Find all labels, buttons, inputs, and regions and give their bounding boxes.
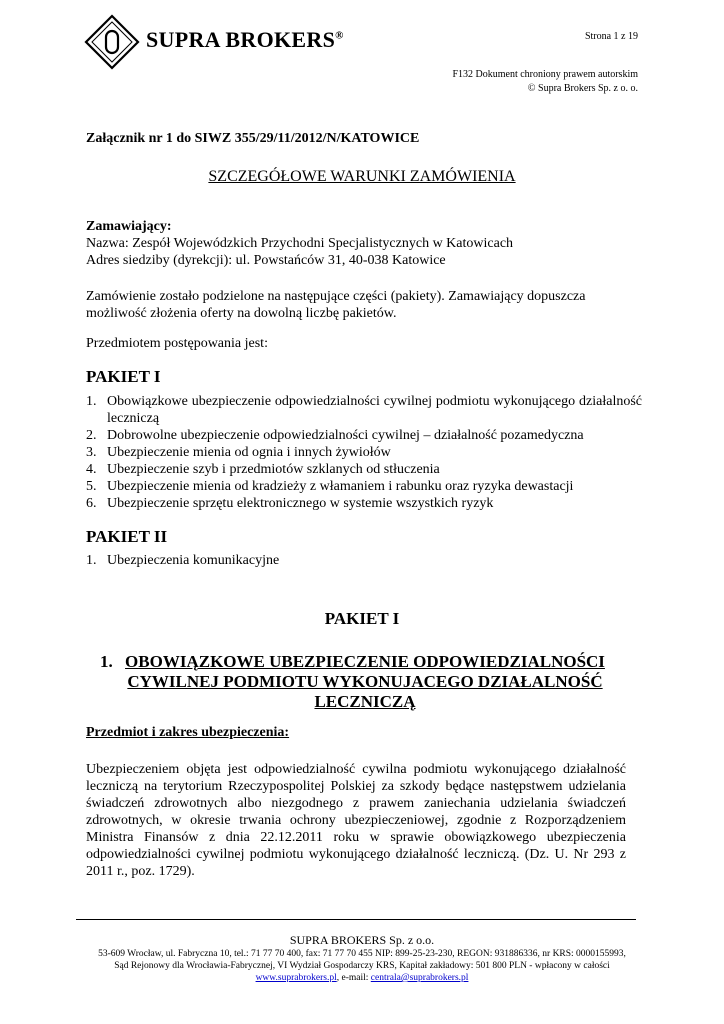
list-item: 1. Obowiązkowe ubezpieczenie odpowiedzialności cywilnej podmiotu wykonującego działalność leczniczą bbox=[86, 394, 642, 426]
division-paragraph bbox=[86, 288, 642, 322]
website-link[interactable]: www.suprabrokers.pl bbox=[255, 973, 337, 983]
buyer-label: Zamawiający: bbox=[86, 219, 172, 234]
buyer-name: Nazwa: Zespół Wojewódzkich Przychodni Specjalistycznych w Katowicach bbox=[86, 236, 514, 251]
subheading-number: 1. bbox=[100, 652, 113, 671]
footer-divider bbox=[76, 919, 636, 920]
email-link[interactable]: centrala@suprabrokers.pl bbox=[370, 973, 469, 983]
pakiet-1-list bbox=[86, 393, 642, 512]
list-item: 4. Ubezpieczenie szyb i przedmiotów szklanych od stłuczenia bbox=[86, 462, 440, 477]
subheading-line-2: CYWILNEJ PODMIOTU WYKONUJACEGO DZIAŁALNOŚĆ bbox=[127, 672, 603, 691]
list-item: 2. Dobrowolne ubezpieczenie odpowiedzialności cywilnej – działalność pozamedyczna bbox=[86, 428, 584, 443]
list-item: 5. Ubezpieczenie mienia od kradzieży z włamaniem i rabunku oraz ryzyka dewastacji bbox=[86, 479, 574, 494]
subheading-line-1: OBOWIĄZKOWE UBEZPIECZENIE ODPOWIEDZIALNOŚCI bbox=[125, 652, 605, 671]
logo-wordmark: SUPRA BROKERS bbox=[146, 27, 336, 52]
buyer-address: Adres siedziby (dyrekcji): ul. Powstańców 31, 40-038 Katowice bbox=[86, 253, 446, 268]
scope-label: Przedmiot i zakres ubezpieczenia: bbox=[86, 725, 290, 740]
logo-diamond-icon bbox=[86, 16, 138, 68]
copyright-line-1: F132 Dokument chroniony prawem autorskim bbox=[452, 69, 638, 80]
footer-address: 53-609 Wrocław, ul. Fabryczna 10, tel.: 71 77 70 400, fax: 71 77 70 455 NIP: 899-25-23-230, REGON: 931886336, nr KRS: 0000155993, bbox=[98, 949, 626, 959]
pakiet-1-heading: PAKIET I bbox=[86, 367, 161, 386]
pakiet-2-list bbox=[86, 552, 642, 569]
division-line-1: Zamówienie zostało podzielone na następujące części (pakiety). Zamawiający dopuszcza bbox=[86, 289, 586, 304]
division-line-2: możliwość złożenia oferty na dowolną liczbę pakietów. bbox=[86, 306, 397, 321]
attachment-reference: Załącznik nr 1 do SIWZ 355/29/11/2012/N/KATOWICE bbox=[86, 131, 420, 146]
copyright-note bbox=[452, 68, 638, 96]
list-item: 6. Ubezpieczenie sprzętu elektronicznego w systemie wszystkich ryzyk bbox=[86, 496, 494, 511]
buyer-block bbox=[86, 218, 642, 269]
section-heading: PAKIET I bbox=[324, 609, 400, 628]
page-number: Strona 1 z 19 bbox=[584, 31, 638, 42]
footer-registry: Sąd Rejonowy dla Wrocławia-Fabrycznej, VI Wydział Gospodarczy KRS, Kapitał zakładowy: 501 800 PLN - wpłacony w całości bbox=[114, 961, 610, 971]
logo-text bbox=[146, 27, 344, 53]
pakiet-2-heading: PAKIET II bbox=[86, 527, 168, 546]
copyright-line-2: © Supra Brokers Sp. z o. o. bbox=[527, 83, 638, 94]
list-item: 3. Ubezpieczenie mienia od ognia i innych żywiołów bbox=[86, 445, 391, 460]
email-label: , e-mail: bbox=[336, 973, 371, 983]
document-title: SZCZEGÓŁOWE WARUNKI ZAMÓWIENIA bbox=[208, 168, 516, 185]
subheading-line-3: LECZNICZĄ bbox=[314, 692, 416, 711]
registered-mark: ® bbox=[335, 29, 344, 42]
footer-company: SUPRA BROKERS Sp. z o.o. bbox=[289, 933, 435, 947]
list-item: 1. Ubezpieczenia komunikacyjne bbox=[86, 553, 280, 568]
subject-intro: Przedmiotem postępowania jest: bbox=[86, 336, 268, 351]
footer-contact bbox=[0, 972, 724, 984]
scope-body: Ubezpieczeniem objęta jest odpowiedzialność cywilna podmiotu wykonującego działalność leczniczą na terytorium Rzeczypospolitej Polskiej za szkody będące następstwem udzielania świadczeń zdrowotnych albo niezgodnego z prawem zaniechania udzielania świadczeń zdrowotnych, w okresie trwania ochrony ubezpieczeniowej, zgodnie z Rozporządzeniem Ministra Finansów z dnia 22.12.2011 roku w sprawie obowiązkowego ubezpieczenia odpowiedzialności cywilnej podmiotu wykonującego działalność leczniczą. (Dz. U. Nr 293 z 2011 r., poz. 1729). bbox=[86, 762, 626, 879]
